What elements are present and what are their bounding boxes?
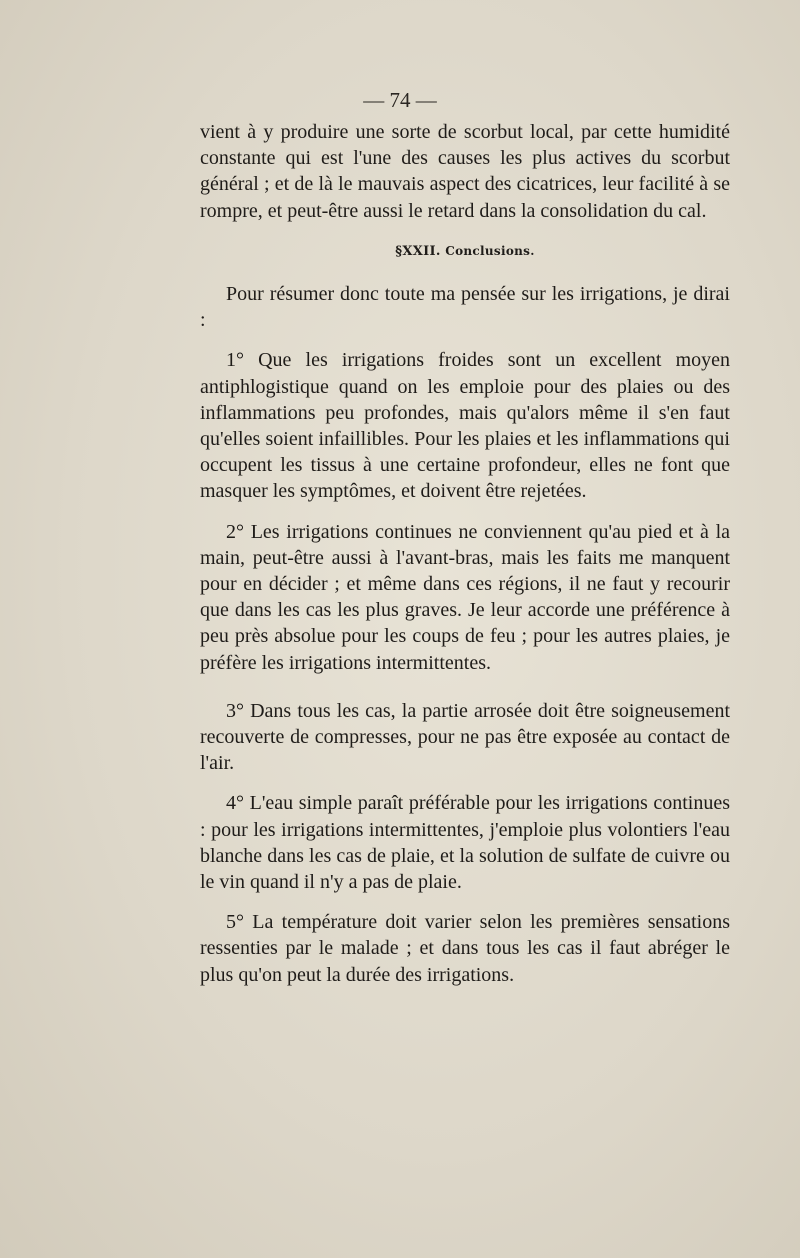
body-text: [200, 119, 730, 988]
conclusion-4: 4° L'eau simple paraît préférable pour les irrigations continues : pour les irrigations intermittentes, j'emploie plus volontiers l'eau blanche dans les cas de plaie, et la solution de sulfate de cuivre ou le vin quand il n'y a pas de plaie.: [200, 792, 730, 894]
section-title: Conclusions.: [445, 243, 535, 258]
conclusion-2: 2° Les irrigations continues ne conviennent qu'au pied et à la main, peut-être aussi à l'avant-bras, mais les faits me manquent pour en décider ; et même dans ces régions, il ne faut y recourir que dans les cas les plus graves. Je leur accorde une préférence à peu près absolue pour les coups de feu ; pour les autres plaies, je préfère les irrigations intermittentes.: [200, 520, 730, 674]
section-number: §XXII.: [395, 243, 441, 259]
opening-paragraph: vient à y produire une sorte de scorbut local, par cette humidité constante qui est l'une des causes les plus actives du scorbut général ; et de là le mauvais aspect des cicatrices, leur facilité à se rompre, et peut-être aussi le retard dans la consolidation du cal.: [200, 121, 730, 222]
conclusion-5: 5° La température doit varier selon les premières sensations ressenties par le malade ; et dans tous les cas il faut abréger le plus qu'on peut la durée des irrigations.: [200, 911, 730, 986]
intro-paragraph: Pour résumer donc toute ma pensée sur les irrigations, je dirai :: [200, 283, 730, 332]
conclusion-3: 3° Dans tous les cas, la partie arrosée doit être soigneusement recouverte de compresses, pour ne pas être exposée au contact de l'air.: [200, 699, 730, 775]
section-heading: [200, 238, 730, 265]
conclusion-1: 1° Que les irrigations froides sont un excellent moyen antiphlogistique quand on les emploie pour des plaies ou des inflammations peu profondes, mais qu'alors même il s'en faut qu'elles soient infaillibles. Pour les plaies et les inflammations qui occupent les tissus à une certaine profondeur, elles ne font que masquer les symptômes, et doivent être rejetées.: [200, 349, 730, 503]
page-number: — 74 —: [363, 88, 437, 112]
